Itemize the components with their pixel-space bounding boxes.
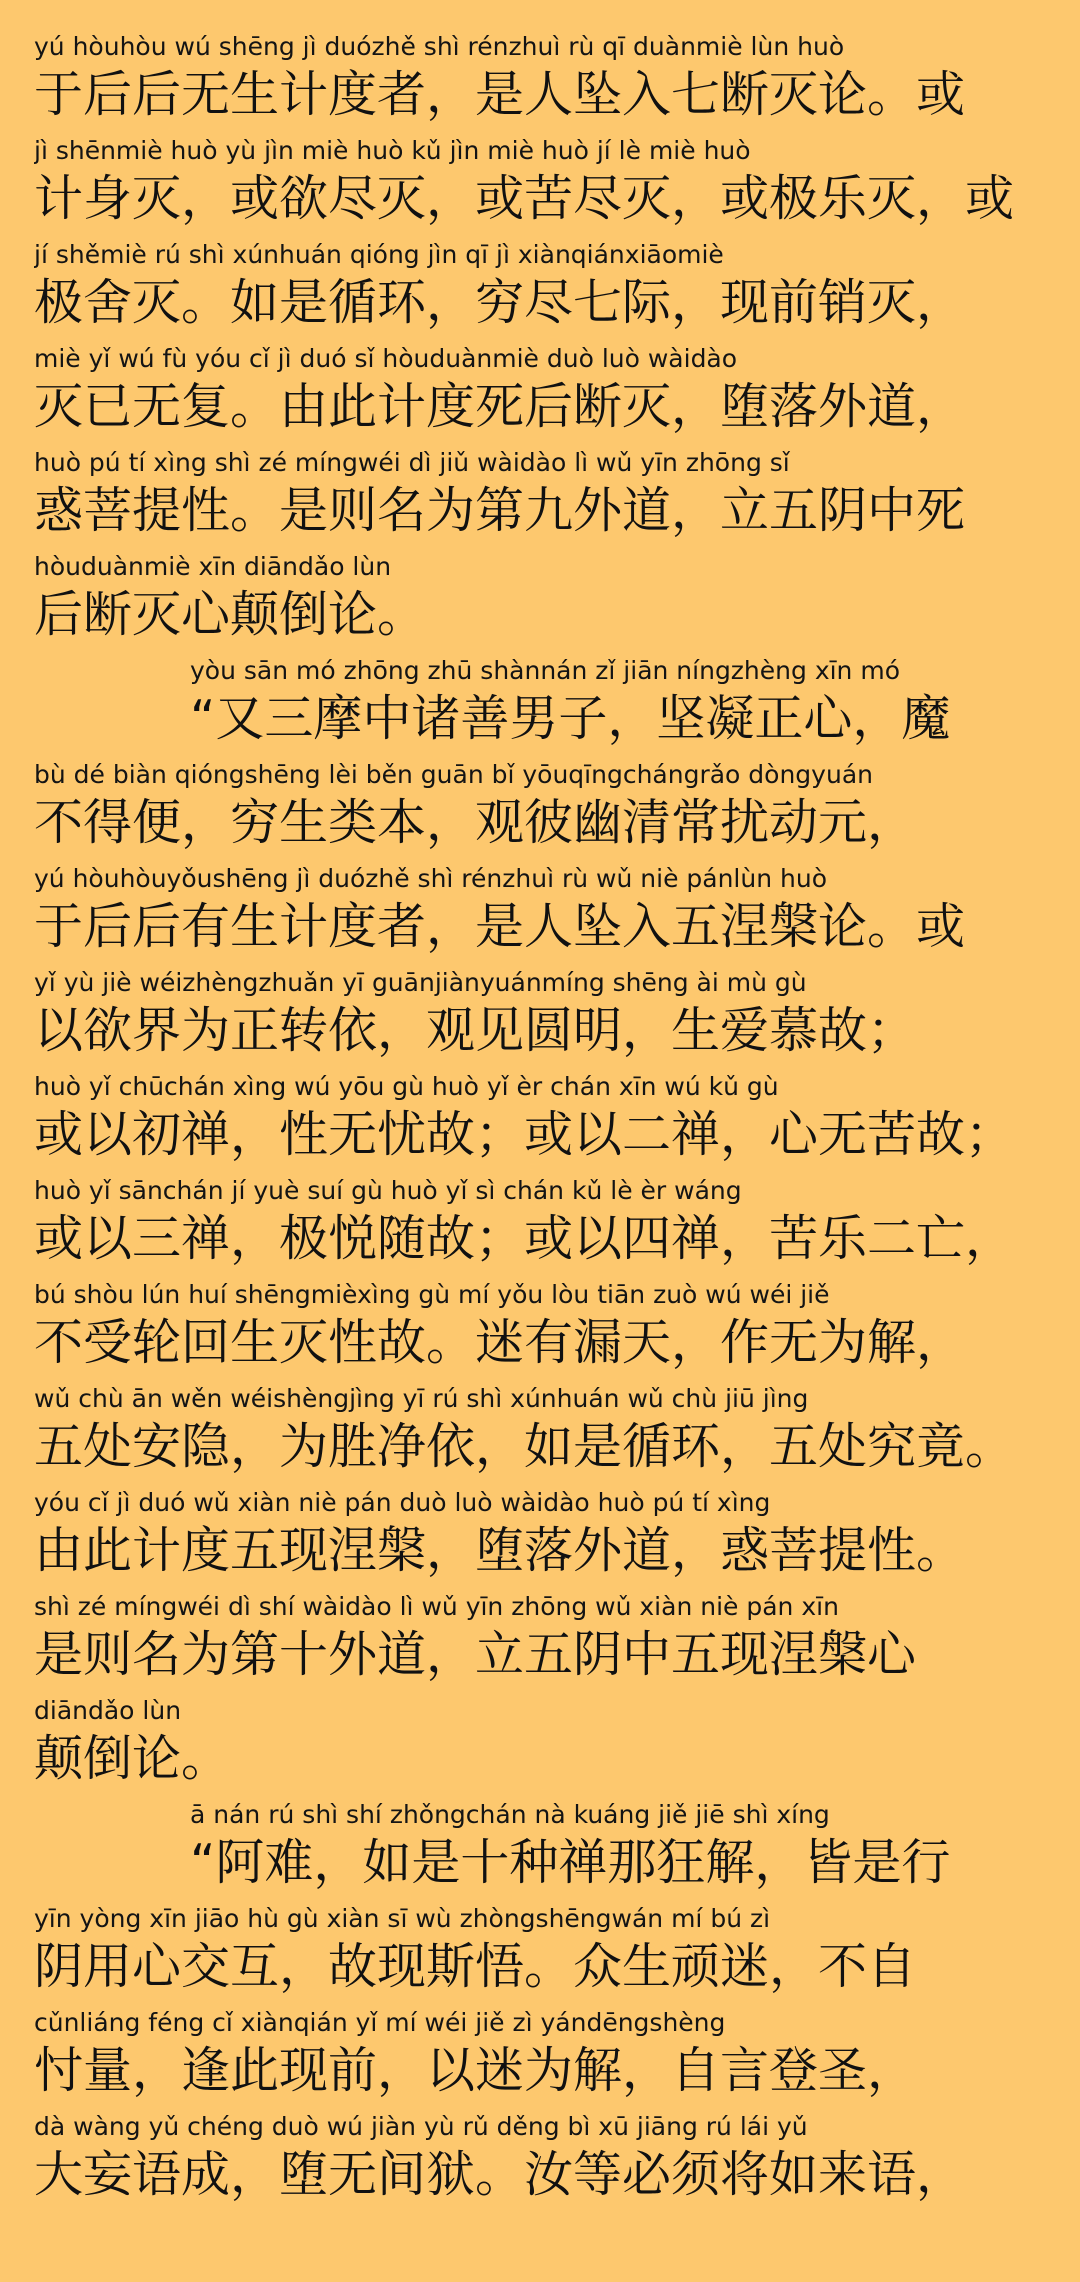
text-line-21 — [0, 2110, 1080, 2214]
hanzi-line-1: 于后后无生计度者，是人坠入七断灭论。或 — [34, 66, 966, 123]
text-line-17 — [0, 1694, 1080, 1798]
pinyin-line-18: ā nán rú shì shí zhǒngchán nà kuáng jiě jiē shì xíng — [190, 1800, 830, 1829]
pinyin-line-12: huò yǐ sānchán jí yuè suí gù huò yǐ sì chán kǔ lè èr wáng — [34, 1176, 742, 1205]
text-line-9 — [0, 862, 1080, 966]
hanzi-line-11: 或以初禅，性无忧故；或以二禅，心无苦故； — [34, 1106, 1015, 1163]
hanzi-line-3: 极舍灭。如是循环，穷尽七际，现前销灭， — [34, 274, 966, 331]
hanzi-line-15: 由此计度五现涅槃，堕落外道，惑菩提性。 — [34, 1522, 966, 1579]
hanzi-line-7: “又三摩中诸善男子，坚凝正心，魔 — [190, 690, 951, 747]
pinyin-line-9: yú hòuhòuyǒushēng jì duózhě shì rénzhuì rù wǔ niè pánlùn huò — [34, 864, 827, 893]
text-line-8 — [0, 758, 1080, 862]
text-line-13 — [0, 1278, 1080, 1382]
text-line-16 — [0, 1590, 1080, 1694]
text-line-20 — [0, 2006, 1080, 2110]
pinyin-line-10: yǐ yù jiè wéizhèngzhuǎn yī guānjiànyuánmíng shēng ài mù gù — [34, 968, 807, 997]
hanzi-line-20: 忖量，逢此现前，以迷为解，自言登圣， — [34, 2042, 917, 2099]
text-line-11 — [0, 1070, 1080, 1174]
pinyin-line-4: miè yǐ wú fù yóu cǐ jì duó sǐ hòuduànmiè duò luò wàidào — [34, 344, 738, 373]
text-line-7 — [0, 654, 1080, 758]
hanzi-line-8: 不得便，穷生类本，观彼幽清常扰动元， — [34, 794, 917, 851]
text-line-12 — [0, 1174, 1080, 1278]
text-line-18 — [0, 1798, 1080, 1902]
text-line-5 — [0, 446, 1080, 550]
hanzi-line-9: 于后后有生计度者，是人坠入五涅槃论。或 — [34, 898, 966, 955]
pinyin-line-5: huò pú tí xìng shì zé míngwéi dì jiǔ wàidào lì wǔ yīn zhōng sǐ — [34, 448, 790, 477]
text-line-1 — [0, 30, 1080, 134]
text-line-15 — [0, 1486, 1080, 1590]
pinyin-line-8: bù dé biàn qióngshēng lèi běn guān bǐ yōuqīngchángrǎo dòngyuán — [34, 760, 873, 789]
text-line-6 — [0, 550, 1080, 654]
hanzi-line-6: 后断灭心颠倒论。 — [34, 586, 427, 643]
pinyin-line-2: jì shēnmiè huò yù jìn miè huò kǔ jìn miè huò jí lè miè huò — [34, 136, 751, 165]
pinyin-line-11: huò yǐ chūchán xìng wú yōu gù huò yǐ èr chán xīn wú kǔ gù — [34, 1072, 779, 1101]
pinyin-line-13: bú shòu lún huí shēngmièxìng gù mí yǒu lòu tiān zuò wú wéi jiě — [34, 1280, 830, 1309]
pinyin-line-19: yīn yòng xīn jiāo hù gù xiàn sī wù zhòngshēngwán mí bú zì — [34, 1904, 771, 1933]
text-line-2 — [0, 134, 1080, 238]
pinyin-line-14: wǔ chù ān wěn wéishèngjìng yī rú shì xúnhuán wǔ chù jiū jìng — [34, 1384, 809, 1413]
hanzi-line-17: 颠倒论。 — [34, 1730, 231, 1787]
pinyin-line-20: cǔnliáng féng cǐ xiànqián yǐ mí wéi jiě zì yándēngshèng — [34, 2008, 726, 2037]
text-line-3 — [0, 238, 1080, 342]
pinyin-line-21: dà wàng yǔ chéng duò wú jiàn yù rǔ děng bì xū jiāng rú lái yǔ — [34, 2112, 808, 2141]
pinyin-line-6: hòuduànmiè xīn diāndǎo lùn — [34, 552, 392, 581]
pinyin-line-7: yòu sān mó zhōng zhū shànnán zǐ jiān níngzhèng xīn mó — [190, 656, 900, 685]
text-line-10 — [0, 966, 1080, 1070]
hanzi-line-10: 以欲界为正转依，观见圆明，生爱慕故； — [34, 1002, 917, 1059]
pinyin-line-17: diāndǎo lùn — [34, 1696, 182, 1725]
text-line-14 — [0, 1382, 1080, 1486]
hanzi-line-18: “阿难，如是十种禅那狂解，皆是行 — [190, 1834, 951, 1891]
pinyin-line-16: shì zé míngwéi dì shí wàidào lì wǔ yīn zhōng wǔ xiàn niè pán xīn — [34, 1592, 839, 1621]
text-line-19 — [0, 1902, 1080, 2006]
hanzi-line-12: 或以三禅，极悦随故；或以四禅，苦乐二亡， — [34, 1210, 1015, 1267]
pinyin-line-3: jí shěmiè rú shì xúnhuán qióng jìn qī jì xiànqiánxiāomiè — [34, 240, 724, 269]
hanzi-line-13: 不受轮回生灭性故。迷有漏天，作无为解， — [34, 1314, 966, 1371]
hanzi-line-2: 计身灭，或欲尽灭，或苦尽灭，或极乐灭，或 — [34, 170, 1015, 227]
pinyin-line-1: yú hòuhòu wú shēng jì duózhě shì rénzhuì rù qī duànmiè lùn huò — [34, 32, 845, 61]
hanzi-line-4: 灭已无复。由此计度死后断灭，堕落外道， — [34, 378, 966, 435]
pinyin-line-15: yóu cǐ jì duó wǔ xiàn niè pán duò luò wàidào huò pú tí xìng — [34, 1488, 771, 1517]
hanzi-line-21: 大妄语成，堕无间狱。汝等必须将如来语， — [34, 2146, 966, 2203]
hanzi-line-19: 阴用心交互，故现斯悟。众生顽迷，不自 — [34, 1938, 917, 1995]
hanzi-line-16: 是则名为第十外道，立五阴中五现涅槃心 — [34, 1626, 917, 1683]
hanzi-line-14: 五处安隐，为胜净依，如是循环，五处究竟。 — [34, 1418, 1015, 1475]
text-line-4 — [0, 342, 1080, 446]
hanzi-line-5: 惑菩提性。是则名为第九外道，立五阴中死 — [34, 482, 966, 539]
